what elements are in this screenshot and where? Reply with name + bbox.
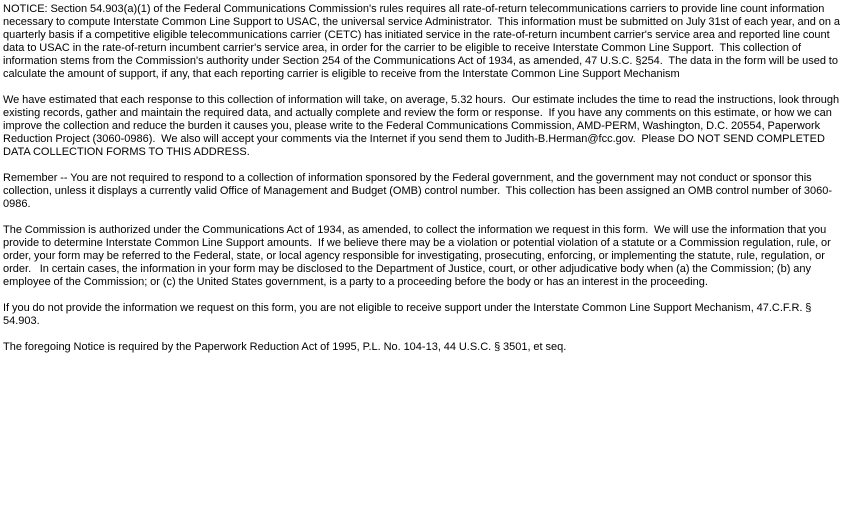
- notice-paragraph-authorization: The Commission is authorized under the Communications Act of 1934, as amended, to collect the information we request in this form. We will use the information that you provide to determine Interstate Common Line Support amounts. If we believe there may be a violation or potential violation of a statute or a Commission regulation, rule, or order, your form may be referred to the Federal, state, or local agency responsible for investigating, prosecuting, enforcing, or implementing the statute, rule, regulation, or order. In certain cases, the information in your form may be disclosed to the Department of Justice, court, or other adjudicative body when (a) the Commission; (b) any employee of the Commission; or (c) the United States government, is a party to a proceeding before the body or has an interest in the proceeding.: [3, 224, 834, 288]
- notice-paragraph-rule-requirement: NOTICE: Section 54.903(a)(1) of the Federal Communications Commission's rules requires all rate-of-return telecommunications carriers to provide line count information necessary to compute Interstate Common Line Support to USAC, the universal service Administrator. This information must be submitted on July 31st of each year, and on a quarterly basis if a competitive eligible telecommunications carrier (CETC) has initiated service in the rate-of-return incumbent carrier's service area and reported line count data to USAC in the rate-of-return incumbent carrier's service area, in order for the carrier to be eligible to receive Interstate Common Line Support. This collection of information stems from the Commission's authority under Section 254 of the Communications Act of 1934, as amended, 47 U.S.C. §254. The data in the form will be used to calculate the amount of support, if any, that each reporting carrier is eligible to receive from the Interstate Common Line Support Mechanism: [3, 3, 843, 80]
- notice-paragraph-omb-control-number: Remember -- You are not required to respond to a collection of information sponsored by the Federal government, and the government may not conduct or sponsor this collection, unless it displays a currently valid Office of Management and Budget (OMB) control number. This collection has been assigned an OMB control number of 3060-0986.: [3, 172, 832, 210]
- notice-paragraph-burden-estimate: We have estimated that each response to this collection of information will take, on average, 5.32 hours. Our estimate includes the time to read the instructions, look through existing records, gather and maintain the required data, and actually complete and review the form or response. If you have any comments on this estimate, or how we can improve the collection and reduce the burden it causes you, please write to the Federal Communications Commission, AMD-PERM, Washington, D.C. 20554, Paperwork Reduction Project (3060-0986). We also will accept your comments via the Internet if you send them to Judith-B.Herman@fcc.gov. Please DO NOT SEND COMPLETED DATA COLLECTION FORMS TO THIS ADDRESS.: [3, 94, 843, 158]
- notice-paragraph-paperwork-reduction-act: The foregoing Notice is required by the Paperwork Reduction Act of 1995, P.L. No. 104-13, 44 U.S.C. § 3501, et seq.: [3, 341, 567, 353]
- notice-paragraph-nonprovision-consequence: If you do not provide the information we request on this form, you are not eligible to receive support under the Interstate Common Line Support Mechanism, 47.C.F.R. § 54.903.: [3, 302, 815, 327]
